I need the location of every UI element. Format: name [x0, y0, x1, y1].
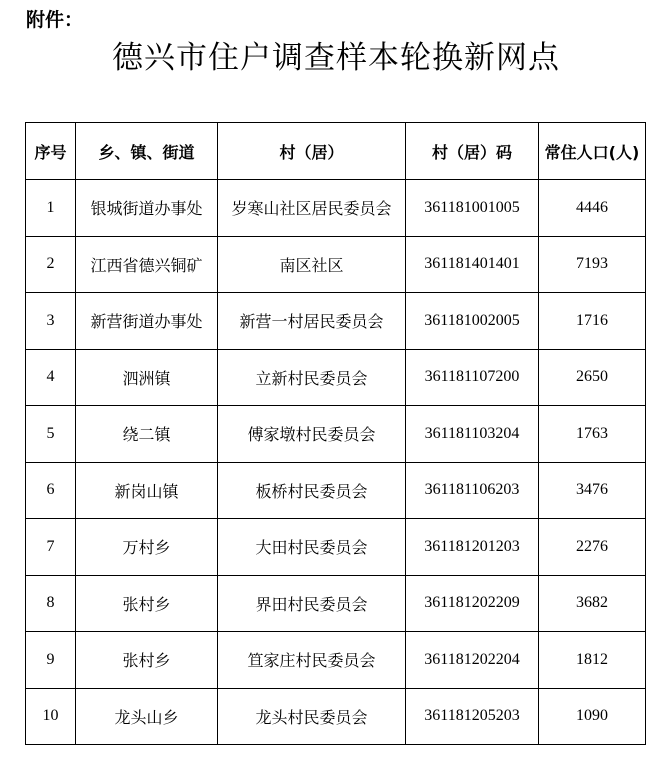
cell-village: 南区社区	[218, 236, 406, 293]
cell-township: 泗洲镇	[76, 349, 218, 406]
sample-sites-table	[25, 122, 646, 745]
cell-code: 361181106203	[406, 462, 539, 519]
table-row	[26, 349, 646, 406]
column-header-township: 乡、镇、街道	[76, 123, 218, 180]
cell-no: 5	[26, 406, 76, 463]
cell-township: 新营街道办事处	[76, 293, 218, 350]
cell-village: 龙头村民委员会	[218, 688, 406, 745]
cell-population: 4446	[539, 180, 646, 237]
cell-population: 1812	[539, 632, 646, 689]
table-row	[26, 293, 646, 350]
cell-population: 1090	[539, 688, 646, 745]
cell-population: 3682	[539, 575, 646, 632]
cell-village: 新营一村居民委员会	[218, 293, 406, 350]
table-header-row	[26, 123, 646, 180]
cell-village: 大田村民委员会	[218, 519, 406, 576]
cell-code: 361181001005	[406, 180, 539, 237]
cell-population: 1716	[539, 293, 646, 350]
cell-code: 361181002005	[406, 293, 539, 350]
column-header-code: 村（居）码	[406, 123, 539, 180]
cell-township: 江西省德兴铜矿	[76, 236, 218, 293]
table-row	[26, 462, 646, 519]
column-header-no: 序号	[26, 123, 76, 180]
cell-no: 1	[26, 180, 76, 237]
cell-village: 岁寒山社区居民委员会	[218, 180, 406, 237]
table-row	[26, 519, 646, 576]
cell-no: 2	[26, 236, 76, 293]
cell-no: 3	[26, 293, 76, 350]
table-row	[26, 575, 646, 632]
cell-code: 361181201203	[406, 519, 539, 576]
table-row	[26, 632, 646, 689]
cell-code: 361181205203	[406, 688, 539, 745]
cell-code: 361181107200	[406, 349, 539, 406]
column-header-population: 常住人口(人)	[539, 123, 646, 180]
attachment-label: 附件：	[26, 9, 84, 31]
cell-township: 新岗山镇	[76, 462, 218, 519]
table-row	[26, 236, 646, 293]
cell-no: 6	[26, 462, 76, 519]
cell-township: 银城街道办事处	[76, 180, 218, 237]
cell-population: 3476	[539, 462, 646, 519]
cell-code: 361181401401	[406, 236, 539, 293]
cell-population: 1763	[539, 406, 646, 463]
cell-code: 361181202209	[406, 575, 539, 632]
cell-code: 361181103204	[406, 406, 539, 463]
cell-no: 4	[26, 349, 76, 406]
cell-township: 万村乡	[76, 519, 218, 576]
cell-population: 2276	[539, 519, 646, 576]
cell-village: 板桥村民委员会	[218, 462, 406, 519]
page-title: 德兴市住户调查样本轮换新网点	[112, 40, 560, 76]
cell-township: 张村乡	[76, 575, 218, 632]
table-row	[26, 180, 646, 237]
cell-village: 立新村民委员会	[218, 349, 406, 406]
column-header-village: 村（居）	[218, 123, 406, 180]
cell-village: 界田村民委员会	[218, 575, 406, 632]
cell-no: 9	[26, 632, 76, 689]
cell-township: 龙头山乡	[76, 688, 218, 745]
cell-no: 7	[26, 519, 76, 576]
cell-village: 傅家墩村民委员会	[218, 406, 406, 463]
cell-no: 8	[26, 575, 76, 632]
cell-township: 绕二镇	[76, 406, 218, 463]
table-row	[26, 406, 646, 463]
cell-population: 2650	[539, 349, 646, 406]
cell-township: 张村乡	[76, 632, 218, 689]
cell-village: 笪家庄村民委员会	[218, 632, 406, 689]
cell-code: 361181202204	[406, 632, 539, 689]
table-row	[26, 688, 646, 745]
cell-population: 7193	[539, 236, 646, 293]
cell-no: 10	[26, 688, 76, 745]
